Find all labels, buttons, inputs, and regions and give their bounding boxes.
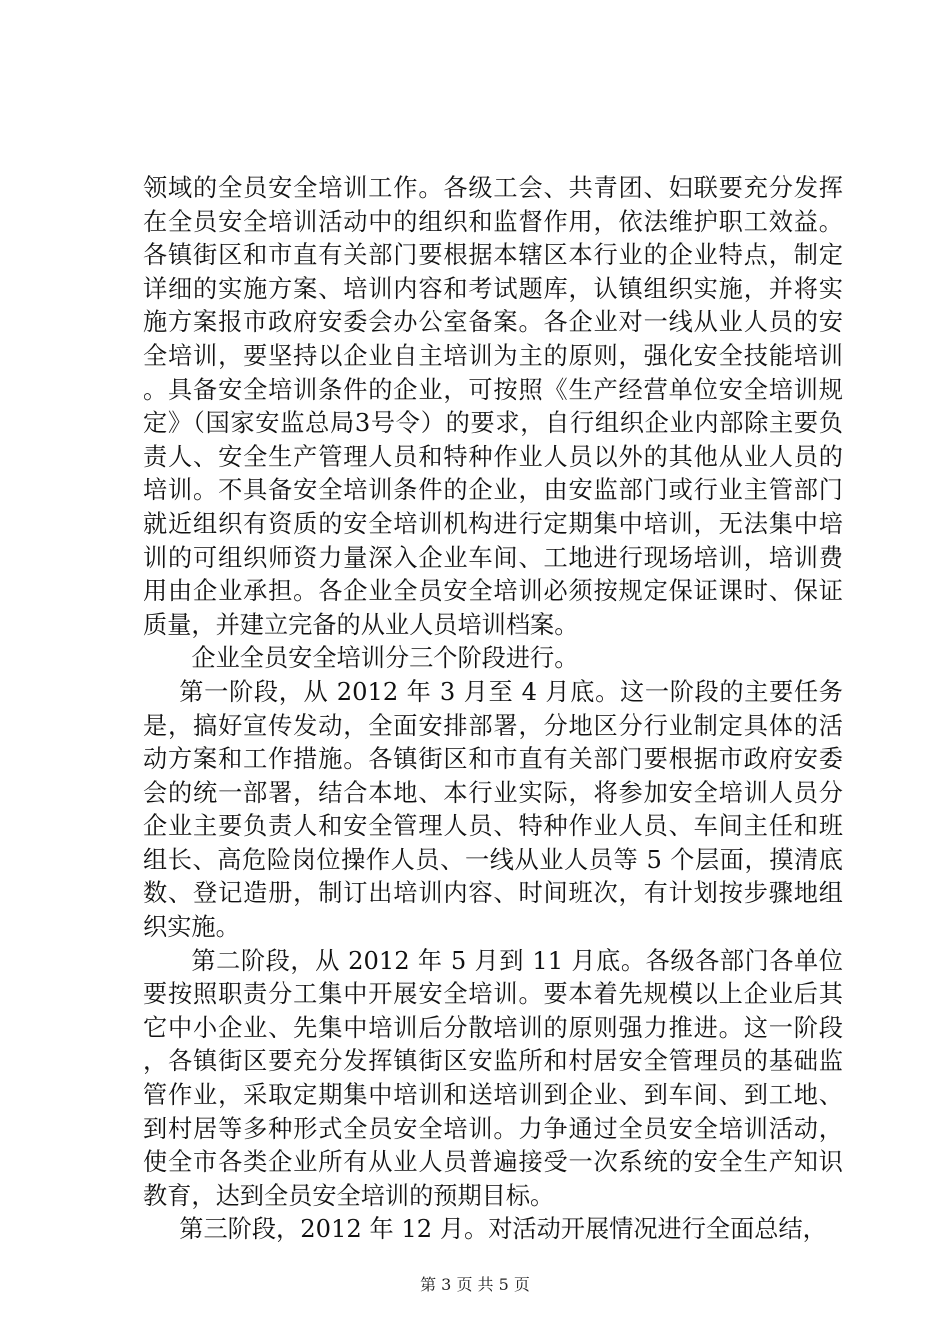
- paragraph-stage-three: 第三阶段，2012 年 12 月。对活动开展情况进行全面总结，: [179, 1215, 827, 1244]
- paragraph-stage-one: 第一阶段，从 2012 年 3 月至 4 月底。这一阶段的主要任务是，搞好宣传发动，全面安排部署，分地区分行业制定具体的活动方案和工作措施。各镇街区和市直有关部门要根据市政府安委会的统一部署，结合本地、本行业实际，将参加安全培训人员分企业主要负责人和安全管理人员、特种作业人员、车间主任和班组长、高危险岗位操作人员、一线从业人员等 5 个层面，摸清底数、登记造册，制订出培训内容、时间班次，有计划按步骤地组织实施。: [143, 677, 843, 942]
- page-number-label: 第 3 页 共 5 页: [420, 1275, 530, 1294]
- paragraph-three-stages-intro: 企业全员安全培训分三个阶段进行。: [191, 644, 579, 673]
- page-footer: [0, 1275, 950, 1295]
- paragraph-stage-two: 第二阶段，从 2012 年 5 月到 11 月底。各级各部门各单位要按照职责分工集中开展安全培训。要本着先规模以上企业后其它中小企业、先集中培训后分散培训的原则强力推进。这一阶段，各镇街区要充分发挥镇街区安监所和村居安全管理员的基础监管作业，采取定期集中培训和送培训到企业、到车间、到工地、到村居等多种形式全员安全培训。力争通过全员安全培训活动，使全市各类企业所有从业人员普遍接受一次系统的安全生产知识教育，达到全员安全培训的预期目标。: [143, 946, 843, 1210]
- document-body: [143, 172, 843, 1247]
- paragraph-training-responsibilities: 领域的全员安全培训工作。各级工会、共青团、妇联要充分发挥在全员安全培训活动中的组织和监督作用，依法维护职工效益。各镇街区和市直有关部门要根据本辖区本行业的企业特点，制定详细的实施方案、培训内容和考试题库，认镇组织实施，并将实施方案报市政府安委会办公室备案。各企业对一线从业人员的安全培训，要坚持以企业自主培训为主的原则，强化安全技能培训。具备安全培训条件的企业，可按照《生产经营单位安全培训规定》（国家安监总局3号令）的要求，自行组织企业内部除主要负责人、安全生产管理人员和特种作业人员以外的其他从业人员的培训。不具备安全培训条件的企业，由安监部门或行业主管部门就近组织有资质的安全培训机构进行定期集中培训，无法集中培训的可组织师资力量深入企业车间、工地进行现场培训，培训费用由企业承担。各企业全员安全培训必须按规定保证课时、保证质量，并建立完备的从业人员培训档案。: [143, 174, 843, 639]
